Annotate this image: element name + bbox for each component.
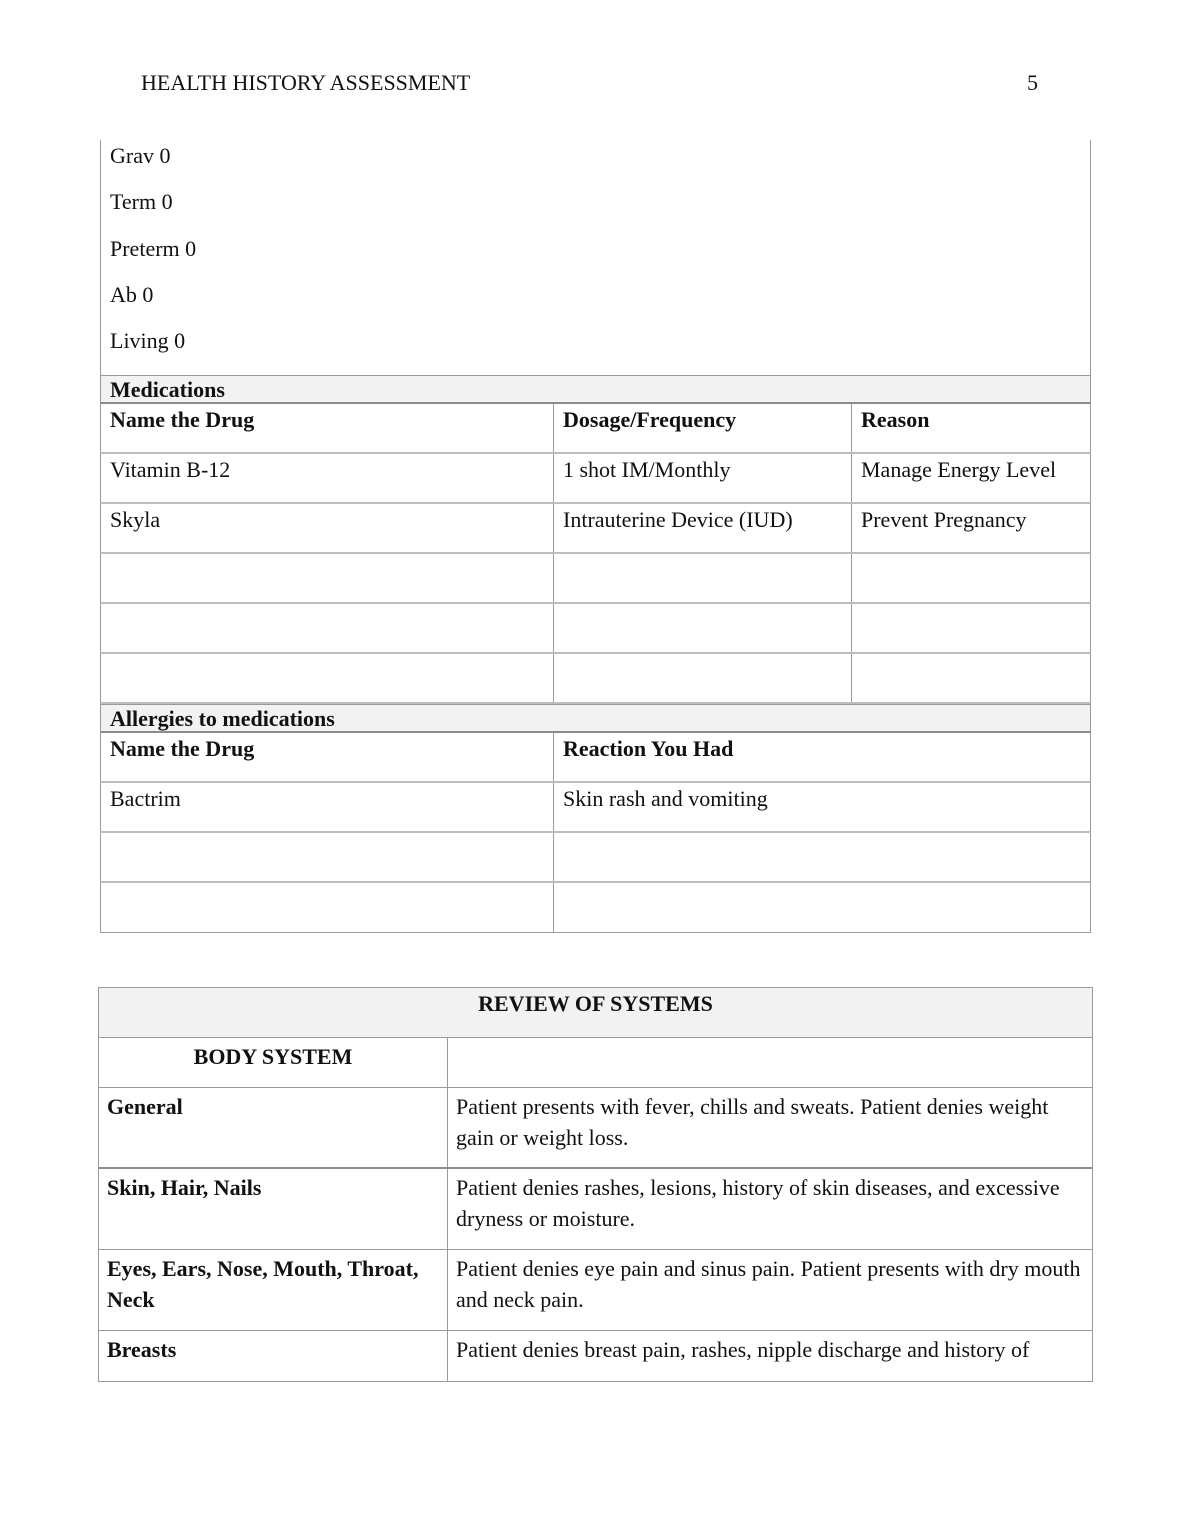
term-value: Term 0 (110, 189, 173, 214)
med-reason (852, 654, 1090, 702)
allergies-heading: Allergies to medications (100, 704, 1091, 733)
table-row (100, 454, 1091, 504)
allergy-reaction (554, 833, 1090, 881)
allergy-reaction (554, 883, 1090, 932)
med-dosage: Intrauterine Device (IUD) (554, 504, 852, 552)
allergies-header-row (100, 733, 1091, 783)
med-reason (852, 554, 1090, 602)
medications-header-row (100, 404, 1091, 454)
med-col-reason: Reason (861, 407, 930, 432)
med-drug (101, 604, 554, 652)
allergy-reaction: Skin rash and vomiting (563, 786, 768, 811)
med-drug: Vitamin B-12 (101, 454, 554, 502)
system-name: Breasts (99, 1331, 448, 1381)
med-dosage (554, 554, 852, 602)
med-reason (852, 604, 1090, 652)
system-finding: Patient presents with fever, chills and sweats. Patient denies weight gain or weight loss. (456, 1094, 1049, 1150)
system-name: General (99, 1088, 448, 1167)
med-drug (101, 654, 554, 702)
ab-value: Ab 0 (110, 282, 154, 307)
review-title: REVIEW OF SYSTEMS (99, 988, 1092, 1038)
review-of-systems-table (98, 987, 1093, 1382)
table-row (100, 504, 1091, 554)
system-name: Skin, Hair, Nails (99, 1169, 448, 1249)
allergy-col-reaction: Reaction You Had (563, 736, 734, 761)
table-row (99, 1169, 1092, 1250)
med-reason: Manage Energy Level (861, 457, 1057, 482)
allergy-drug (101, 883, 554, 932)
history-table (100, 140, 1091, 933)
med-dosage (554, 654, 852, 702)
system-finding: Patient denies breast pain, rashes, nipple discharge and history of (456, 1337, 1030, 1362)
med-col-drug: Name the Drug (101, 404, 554, 452)
body-system-header: BODY SYSTEM (99, 1038, 448, 1087)
med-dosage: 1 shot IM/Monthly (554, 454, 852, 502)
table-row (100, 654, 1091, 704)
table-row (99, 1250, 1092, 1331)
table-row (99, 1331, 1092, 1381)
allergy-drug (101, 833, 554, 881)
table-row (100, 554, 1091, 604)
system-name: Eyes, Ears, Nose, Mouth, Throat, Neck (99, 1250, 448, 1330)
table-row (100, 604, 1091, 654)
page-number: 5 (1027, 70, 1038, 95)
findings-header (448, 1038, 1092, 1087)
table-row (99, 1088, 1092, 1169)
medications-heading: Medications (100, 375, 1091, 404)
system-finding: Patient denies rashes, lesions, history of skin diseases, and excessive dryness or moisture. (456, 1175, 1060, 1231)
allergy-col-drug: Name the Drug (101, 733, 554, 781)
table-row (100, 883, 1091, 933)
table-row (100, 783, 1091, 833)
grav-value: Grav 0 (110, 143, 171, 168)
running-head: HEALTH HISTORY ASSESSMENT (141, 70, 471, 95)
review-header-row (99, 1038, 1092, 1088)
obstetric-history (100, 140, 1091, 375)
system-finding: Patient denies eye pain and sinus pain. Patient presents with dry mouth and neck pain. (456, 1256, 1081, 1312)
allergy-drug: Bactrim (101, 783, 554, 831)
med-drug: Skyla (101, 504, 554, 552)
med-reason: Prevent Pregnancy (861, 507, 1027, 532)
table-row (100, 833, 1091, 883)
preterm-value: Preterm 0 (110, 236, 197, 261)
living-value: Living 0 (110, 328, 186, 353)
med-drug (101, 554, 554, 602)
med-col-dosage: Dosage/Frequency (554, 404, 852, 452)
med-dosage (554, 604, 852, 652)
